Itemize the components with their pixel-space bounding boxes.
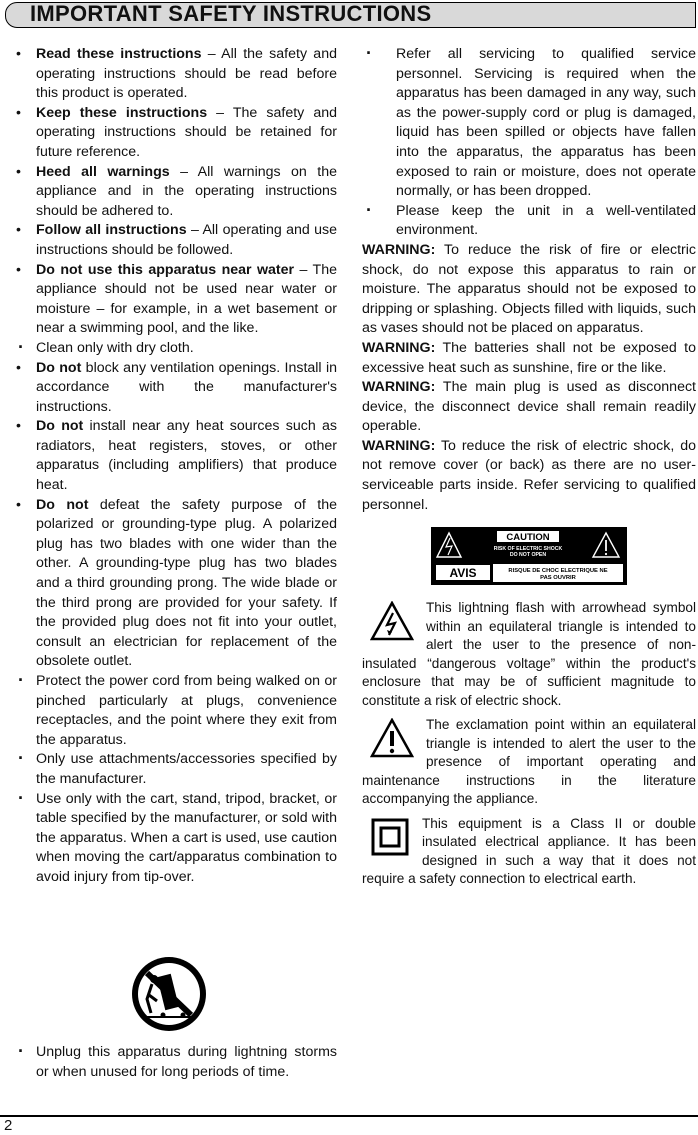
double-square-icon [370,817,410,857]
lightning-symbol-explanation: This lightning flash with arrowhead symbol within an equilateral triangle is intended to alert the user to the presence of non-insulated “dangerous voltage” within the product's enclosure that may be of sufficient magnitude to constitute a risk of electric shock. [362,600,696,708]
list-item: • Do not use this apparatus near water – The appliance should not be used near water or moisture – for example, in a wet basement or near a swimming pool, and the like. [14,261,337,339]
list-item: • Heed all warnings – All warnings on the appliance and in the operating instructions should be adhered to. [14,163,337,222]
page-number: 2 [4,1117,13,1134]
caution-label [431,527,627,585]
exclamation-symbol-explanation: The exclamation point within an equilateral triangle is intended to alert the user to the presence of important operating and maintenance instructions in the literature accompanying the appliance. [362,717,696,807]
left-column [14,45,337,888]
caution-line-1: RISK OF ELECTRIC SHOCK [493,546,563,553]
caution-text: CAUTION [506,532,550,544]
list-item: · Unplug this apparatus during lightning storms or when unused for long periods of time. [14,1043,337,1082]
warning-paragraph: WARNING: To reduce the risk of electric shock, do not remove cover (or back) as there are no user-serviceable parts inside. Refer servicing to qualified personnel. [362,437,696,513]
caution-line-2: DO NOT OPEN [509,552,547,559]
list-item: · Refer all servicing to qualified service personnel. Servicing is required when the apparatus has been damaged in any way, such as the power-supply cord or plug is damaged, liquid has been spilled or objects have fallen into the apparatus, the apparatus has been exposed to rain or moisture, does not operate normally, or has been dropped. [362,45,696,202]
left-column-bottom [14,1043,337,1082]
list-item: · Protect the power cord from being walked on or pinched particularly at plugs, convenience receptacles, and the point where they exit from the apparatus. [14,672,337,750]
list-item: • Do not install near any heat sources such as radiators, heat registers, stoves, or other apparatus (including amplifiers) that produce heat. [14,417,337,495]
exclamation-triangle-icon [370,718,414,758]
list-item: • Do not defeat the safety purpose of the polarized or grounding-type plug. A polarized plug has two blades with one wider than the other. A grounding-type plug has two blades and a third grounding prong. The wide blade or the third prong are provided for your safety. If the provided plug does not fit into your outlet, consult an electrician for replacement of the obsolete outlet. [14,496,337,672]
lightning-triangle-icon [370,601,414,641]
safety-list-right [362,45,696,241]
warning-paragraph: WARNING: The batteries shall not be exposed to excessive heat such as sunshine, fire or the like. [362,339,696,376]
list-item: • Keep these instructions – The safety and operating instructions should be retained for future reference. [14,104,337,163]
warning-paragraph: WARNING: The main plug is used as disconnect device, the disconnect device shall remain readily operable. [362,379,696,435]
list-item: · Use only with the cart, stand, tripod, bracket, or table specified by the manufacturer, or sold with the apparatus. When a cart is used, use caution when moving the cart/apparatus combination to avoid injury from tip-over. [14,790,337,888]
warning-paragraph: WARNING: To reduce the risk of fire or electric shock, do not expose this apparatus to rain or moisture. The apparatus should not be exposed to dripping or splashing. Objects filled with liquids, such as vases should not be placed on apparatus. [362,241,696,337]
class-ii-symbol-explanation: This equipment is a Class II or double insulated electrical appliance. It has been designed in such a way that it does not require a safety connection to electrical earth. [362,815,696,887]
cart-tipover-warning-icon [127,955,211,1033]
avis-line-1: RISQUE DE CHOC ELECTRIQUE NE [508,568,608,575]
footer-divider [0,1115,698,1117]
avis-text: AVIS [449,566,477,581]
list-item: · Please keep the unit in a well-ventilated environment. [362,202,696,241]
list-item: • Do not block any ventilation openings. Install in accordance with the manufacturer's instructions. [14,359,337,418]
list-item: • Read these instructions – All the safety and operating instructions should be read before this product is operated. [14,45,337,104]
caution-label-graphic [431,527,627,585]
page-header [0,0,698,28]
list-item: · Only use attachments/accessories specified by the manufacturer. [14,750,337,789]
safety-list-left [14,45,337,888]
page-title: IMPORTANT SAFETY INSTRUCTIONS [30,1,432,26]
right-column [362,45,696,889]
list-item: · Clean only with dry cloth. [14,339,337,359]
avis-line-2: PAS OUVRIR [540,575,576,582]
list-item: • Follow all instructions – All operating and use instructions should be followed. [14,221,337,260]
